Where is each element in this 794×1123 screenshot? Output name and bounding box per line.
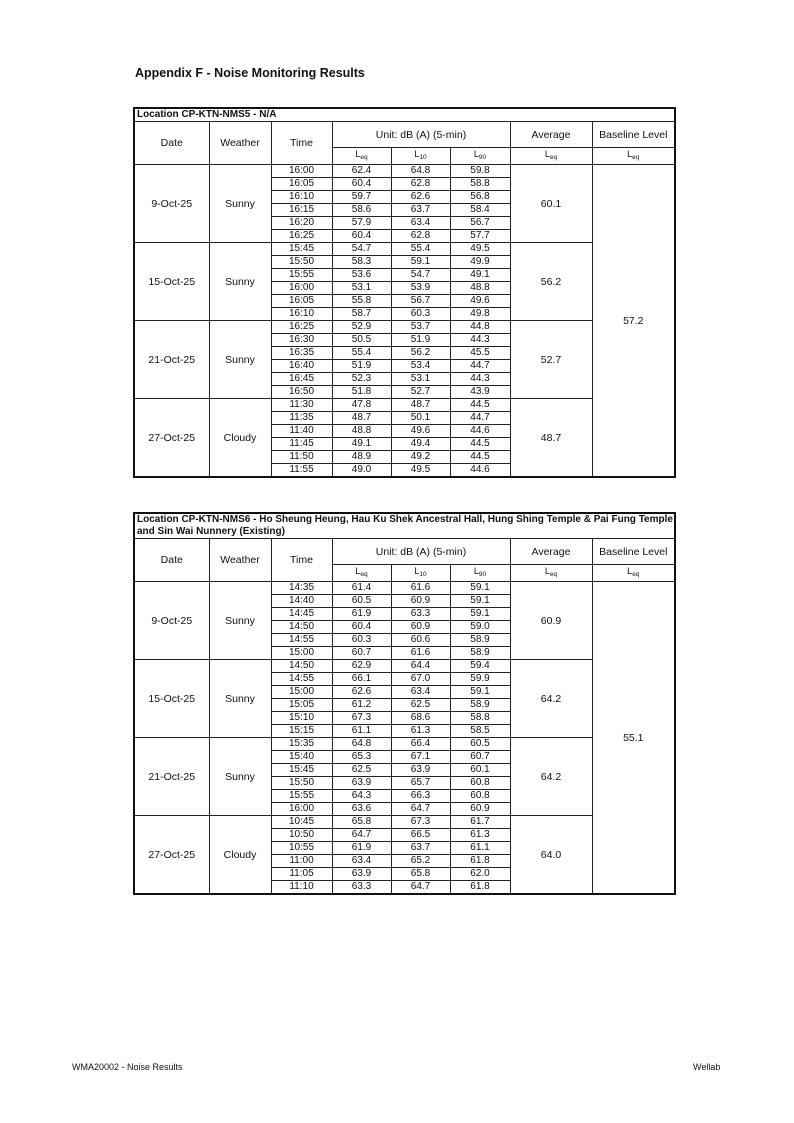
average-cell: 48.7	[510, 399, 592, 478]
time-cell: 16:25	[271, 230, 332, 243]
l90-cell: 49.8	[450, 308, 510, 321]
l10-cell: 65.8	[391, 868, 450, 881]
header-average: Average	[510, 539, 592, 565]
l10-cell: 49.6	[391, 425, 450, 438]
l90-cell: 56.8	[450, 191, 510, 204]
header-date: Date	[134, 539, 209, 582]
footer-document-id: WMA20002 - Noise Results	[72, 1062, 183, 1072]
time-cell: 16:50	[271, 386, 332, 399]
average-cell: 64.0	[510, 816, 592, 895]
l90-cell: 61.3	[450, 829, 510, 842]
l10-cell: 66.4	[391, 738, 450, 751]
time-cell: 16:40	[271, 360, 332, 373]
l10-cell: 66.5	[391, 829, 450, 842]
time-cell: 15:35	[271, 738, 332, 751]
l90-cell: 59.8	[450, 165, 510, 178]
l10-cell: 63.7	[391, 204, 450, 217]
header-date: Date	[134, 122, 209, 165]
l10-cell: 55.4	[391, 243, 450, 256]
leq-cell: 60.5	[332, 595, 391, 608]
l10-cell: 64.7	[391, 881, 450, 895]
header-leq-symbol: L	[355, 149, 361, 159]
l10-cell: 62.5	[391, 699, 450, 712]
leq-cell: 63.4	[332, 855, 391, 868]
time-cell: 14:50	[271, 621, 332, 634]
l10-cell: 60.3	[391, 308, 450, 321]
l90-cell: 59.1	[450, 582, 510, 595]
header-l90	[450, 148, 510, 165]
time-cell: 16:25	[271, 321, 332, 334]
time-cell: 16:45	[271, 373, 332, 386]
l90-cell: 59.1	[450, 608, 510, 621]
time-cell: 10:45	[271, 816, 332, 829]
l10-cell: 65.7	[391, 777, 450, 790]
time-cell: 11:30	[271, 399, 332, 412]
l10-cell: 61.6	[391, 647, 450, 660]
time-cell: 15:50	[271, 777, 332, 790]
l90-cell: 58.8	[450, 178, 510, 191]
leq-cell: 49.0	[332, 464, 391, 478]
l90-cell: 60.9	[450, 803, 510, 816]
time-cell: 11:40	[271, 425, 332, 438]
l90-cell: 49.1	[450, 269, 510, 282]
time-cell: 16:10	[271, 191, 332, 204]
l90-cell: 61.8	[450, 881, 510, 895]
l10-cell: 67.1	[391, 751, 450, 764]
l10-cell: 67.0	[391, 673, 450, 686]
date-cell: 15-Oct-25	[134, 243, 209, 321]
time-cell: 15:50	[271, 256, 332, 269]
l90-cell: 58.5	[450, 725, 510, 738]
l90-cell: 59.9	[450, 673, 510, 686]
date-cell: 21-Oct-25	[134, 738, 209, 816]
leq-cell: 52.9	[332, 321, 391, 334]
l90-cell: 61.8	[450, 855, 510, 868]
l90-cell: 58.9	[450, 699, 510, 712]
l90-cell: 44.3	[450, 334, 510, 347]
time-cell: 16:00	[271, 803, 332, 816]
time-cell: 15:55	[271, 269, 332, 282]
l90-cell: 44.7	[450, 360, 510, 373]
header-leq-subscript: eq	[360, 571, 368, 578]
time-cell: 14:55	[271, 634, 332, 647]
header-baseline-leq	[592, 565, 675, 582]
header-baseline-leq-subscript: eq	[632, 154, 640, 161]
leq-cell: 61.9	[332, 608, 391, 621]
time-cell: 11:35	[271, 412, 332, 425]
l90-cell: 59.1	[450, 595, 510, 608]
leq-cell: 47.8	[332, 399, 391, 412]
l90-cell: 45.5	[450, 347, 510, 360]
leq-cell: 67.3	[332, 712, 391, 725]
l90-cell: 59.4	[450, 660, 510, 673]
time-cell: 16:35	[271, 347, 332, 360]
l90-cell: 44.5	[450, 451, 510, 464]
leq-cell: 55.8	[332, 295, 391, 308]
leq-cell: 64.8	[332, 738, 391, 751]
header-leq-symbol: L	[355, 566, 361, 576]
leq-cell: 63.3	[332, 881, 391, 895]
leq-cell: 58.6	[332, 204, 391, 217]
l90-cell: 44.6	[450, 464, 510, 478]
leq-cell: 60.4	[332, 230, 391, 243]
l10-cell: 63.3	[391, 608, 450, 621]
l10-cell: 61.3	[391, 725, 450, 738]
average-cell: 64.2	[510, 660, 592, 738]
leq-cell: 55.4	[332, 347, 391, 360]
header-l90	[450, 565, 510, 582]
time-cell: 16:30	[271, 334, 332, 347]
time-cell: 14:45	[271, 608, 332, 621]
leq-cell: 62.4	[332, 165, 391, 178]
l90-cell: 44.3	[450, 373, 510, 386]
time-cell: 14:55	[271, 673, 332, 686]
leq-cell: 61.9	[332, 842, 391, 855]
header-row	[134, 539, 675, 565]
time-cell: 11:50	[271, 451, 332, 464]
l10-cell: 63.4	[391, 686, 450, 699]
header-l10	[391, 565, 450, 582]
time-cell: 15:05	[271, 699, 332, 712]
header-l10-subscript: 10	[419, 571, 427, 578]
header-l90-subscript: 90	[478, 571, 487, 578]
l10-cell: 64.8	[391, 165, 450, 178]
header-baseline-leq-symbol: L	[627, 566, 633, 576]
l10-cell: 48.7	[391, 399, 450, 412]
leq-cell: 59.7	[332, 191, 391, 204]
time-cell: 16:00	[271, 282, 332, 295]
l90-cell: 61.1	[450, 842, 510, 855]
l10-cell: 53.4	[391, 360, 450, 373]
weather-cell: Sunny	[209, 582, 271, 660]
baseline-cell: 55.1	[592, 582, 675, 895]
header-l10-subscript: 10	[419, 154, 427, 161]
leq-cell: 65.3	[332, 751, 391, 764]
date-cell: 9-Oct-25	[134, 165, 209, 243]
leq-cell: 66.1	[332, 673, 391, 686]
header-baseline-leq-subscript: eq	[632, 571, 640, 578]
time-cell: 15:15	[271, 725, 332, 738]
footer-company: Wellab	[693, 1062, 721, 1072]
time-cell: 14:35	[271, 582, 332, 595]
leq-cell: 53.6	[332, 269, 391, 282]
location-row	[134, 513, 675, 539]
leq-cell: 48.8	[332, 425, 391, 438]
table-row	[134, 165, 675, 178]
time-cell: 15:00	[271, 647, 332, 660]
l10-cell: 59.1	[391, 256, 450, 269]
leq-cell: 64.7	[332, 829, 391, 842]
l10-cell: 65.2	[391, 855, 450, 868]
l10-cell: 49.2	[391, 451, 450, 464]
time-cell: 14:40	[271, 595, 332, 608]
time-cell: 15:45	[271, 243, 332, 256]
l90-cell: 49.9	[450, 256, 510, 269]
time-cell: 16:05	[271, 178, 332, 191]
table-row	[134, 582, 675, 595]
time-cell: 11:45	[271, 438, 332, 451]
average-cell: 56.2	[510, 243, 592, 321]
time-cell: 14:50	[271, 660, 332, 673]
weather-cell: Sunny	[209, 321, 271, 399]
date-cell: 27-Oct-25	[134, 816, 209, 895]
header-average-leq-subscript: eq	[549, 571, 558, 578]
l90-cell: 58.9	[450, 647, 510, 660]
l10-cell: 53.9	[391, 282, 450, 295]
location-row	[134, 108, 675, 122]
leq-cell: 60.7	[332, 647, 391, 660]
l90-cell: 48.8	[450, 282, 510, 295]
leq-cell: 60.4	[332, 621, 391, 634]
time-cell: 15:55	[271, 790, 332, 803]
header-baseline: Baseline Level	[592, 122, 675, 148]
header-l10	[391, 148, 450, 165]
header-l90-subscript: 90	[478, 154, 487, 161]
time-cell: 16:10	[271, 308, 332, 321]
average-cell: 64.2	[510, 738, 592, 816]
l90-cell: 58.9	[450, 634, 510, 647]
average-cell: 60.9	[510, 582, 592, 660]
time-cell: 11:00	[271, 855, 332, 868]
header-time: Time	[271, 539, 332, 582]
l10-cell: 49.5	[391, 464, 450, 478]
l90-cell: 59.1	[450, 686, 510, 699]
l10-cell: 51.9	[391, 334, 450, 347]
header-average-leq	[510, 565, 592, 582]
leq-cell: 51.8	[332, 386, 391, 399]
leq-cell: 54.7	[332, 243, 391, 256]
leq-cell: 53.1	[332, 282, 391, 295]
l10-cell: 60.9	[391, 621, 450, 634]
leq-cell: 63.6	[332, 803, 391, 816]
header-leq	[332, 565, 391, 582]
header-row	[134, 122, 675, 148]
time-cell: 11:10	[271, 881, 332, 895]
l90-cell: 49.6	[450, 295, 510, 308]
l10-cell: 63.9	[391, 764, 450, 777]
date-cell: 27-Oct-25	[134, 399, 209, 478]
l90-cell: 43.9	[450, 386, 510, 399]
l10-cell: 60.9	[391, 595, 450, 608]
time-cell: 16:15	[271, 204, 332, 217]
header-unit: Unit: dB (A) (5-min)	[332, 539, 510, 565]
date-cell: 21-Oct-25	[134, 321, 209, 399]
average-cell: 52.7	[510, 321, 592, 399]
l10-cell: 63.7	[391, 842, 450, 855]
l10-cell: 64.7	[391, 803, 450, 816]
l90-cell: 44.5	[450, 438, 510, 451]
time-cell: 15:10	[271, 712, 332, 725]
baseline-cell: 57.2	[592, 165, 675, 478]
header-l90-symbol: L	[473, 566, 479, 576]
leq-cell: 60.3	[332, 634, 391, 647]
header-leq	[332, 148, 391, 165]
header-time: Time	[271, 122, 332, 165]
l10-cell: 52.7	[391, 386, 450, 399]
noise-table-nms6	[133, 512, 676, 895]
date-cell: 9-Oct-25	[134, 582, 209, 660]
time-cell: 15:40	[271, 751, 332, 764]
header-average-leq-subscript: eq	[549, 154, 558, 161]
leq-cell: 48.7	[332, 412, 391, 425]
leq-cell: 61.1	[332, 725, 391, 738]
page-title: Appendix F - Noise Monitoring Results	[135, 66, 365, 80]
leq-cell: 57.9	[332, 217, 391, 230]
l90-cell: 60.1	[450, 764, 510, 777]
leq-cell: 63.9	[332, 868, 391, 881]
leq-cell: 58.3	[332, 256, 391, 269]
l90-cell: 44.8	[450, 321, 510, 334]
l10-cell: 50.1	[391, 412, 450, 425]
leq-cell: 50.5	[332, 334, 391, 347]
header-l10-symbol: L	[414, 149, 420, 159]
weather-cell: Sunny	[209, 165, 271, 243]
leq-cell: 58.7	[332, 308, 391, 321]
leq-cell: 48.9	[332, 451, 391, 464]
header-unit: Unit: dB (A) (5-min)	[332, 122, 510, 148]
time-cell: 11:05	[271, 868, 332, 881]
leq-cell: 60.4	[332, 178, 391, 191]
location-title: Location CP-KTN-NMS5 - N/A	[134, 108, 675, 122]
l10-cell: 67.3	[391, 816, 450, 829]
weather-cell: Sunny	[209, 738, 271, 816]
location-title: Location CP-KTN-NMS6 - Ho Sheung Heung, Hau Ku Shek Ancestral Hall, Hung Shing Temple & Pai Fung Temple and Sin Wai Nunnery (Existing)	[134, 513, 675, 539]
header-average-leq-symbol: L	[544, 149, 550, 159]
l10-cell: 56.2	[391, 347, 450, 360]
leq-cell: 64.3	[332, 790, 391, 803]
header-average-leq-symbol: L	[544, 566, 550, 576]
l90-cell: 57.7	[450, 230, 510, 243]
l90-cell: 49.5	[450, 243, 510, 256]
time-cell: 15:00	[271, 686, 332, 699]
leq-cell: 61.4	[332, 582, 391, 595]
leq-cell: 62.6	[332, 686, 391, 699]
noise-table-nms5	[133, 107, 676, 478]
l10-cell: 62.8	[391, 178, 450, 191]
date-cell: 15-Oct-25	[134, 660, 209, 738]
weather-cell: Cloudy	[209, 816, 271, 895]
time-cell: 16:00	[271, 165, 332, 178]
l10-cell: 54.7	[391, 269, 450, 282]
time-cell: 16:20	[271, 217, 332, 230]
header-baseline: Baseline Level	[592, 539, 675, 565]
header-l90-symbol: L	[473, 149, 479, 159]
l90-cell: 58.4	[450, 204, 510, 217]
l90-cell: 56.7	[450, 217, 510, 230]
l10-cell: 66.3	[391, 790, 450, 803]
header-l10-symbol: L	[414, 566, 420, 576]
l90-cell: 60.7	[450, 751, 510, 764]
l10-cell: 64.4	[391, 660, 450, 673]
l10-cell: 62.6	[391, 191, 450, 204]
time-cell: 15:45	[271, 764, 332, 777]
l10-cell: 61.6	[391, 582, 450, 595]
leq-cell: 61.2	[332, 699, 391, 712]
l90-cell: 44.7	[450, 412, 510, 425]
time-cell: 10:50	[271, 829, 332, 842]
weather-cell: Sunny	[209, 243, 271, 321]
leq-cell: 65.8	[332, 816, 391, 829]
header-leq-subscript: eq	[360, 154, 368, 161]
l10-cell: 49.4	[391, 438, 450, 451]
header-baseline-leq	[592, 148, 675, 165]
weather-cell: Sunny	[209, 660, 271, 738]
l90-cell: 44.5	[450, 399, 510, 412]
leq-cell: 63.9	[332, 777, 391, 790]
l90-cell: 62.0	[450, 868, 510, 881]
l10-cell: 68.6	[391, 712, 450, 725]
leq-cell: 52.3	[332, 373, 391, 386]
leq-cell: 62.5	[332, 764, 391, 777]
l90-cell: 60.5	[450, 738, 510, 751]
header-baseline-leq-symbol: L	[627, 149, 633, 159]
l10-cell: 63.4	[391, 217, 450, 230]
l10-cell: 56.7	[391, 295, 450, 308]
header-average-leq	[510, 148, 592, 165]
leq-cell: 51.9	[332, 360, 391, 373]
leq-cell: 49.1	[332, 438, 391, 451]
leq-cell: 62.9	[332, 660, 391, 673]
l90-cell: 44.6	[450, 425, 510, 438]
l10-cell: 60.6	[391, 634, 450, 647]
time-cell: 16:05	[271, 295, 332, 308]
l90-cell: 60.8	[450, 790, 510, 803]
l90-cell: 60.8	[450, 777, 510, 790]
l10-cell: 62.8	[391, 230, 450, 243]
time-cell: 10:55	[271, 842, 332, 855]
weather-cell: Cloudy	[209, 399, 271, 478]
average-cell: 60.1	[510, 165, 592, 243]
header-average: Average	[510, 122, 592, 148]
l10-cell: 53.7	[391, 321, 450, 334]
time-cell: 11:55	[271, 464, 332, 478]
header-weather: Weather	[209, 122, 271, 165]
l10-cell: 53.1	[391, 373, 450, 386]
header-weather: Weather	[209, 539, 271, 582]
l90-cell: 58.8	[450, 712, 510, 725]
l90-cell: 61.7	[450, 816, 510, 829]
l90-cell: 59.0	[450, 621, 510, 634]
